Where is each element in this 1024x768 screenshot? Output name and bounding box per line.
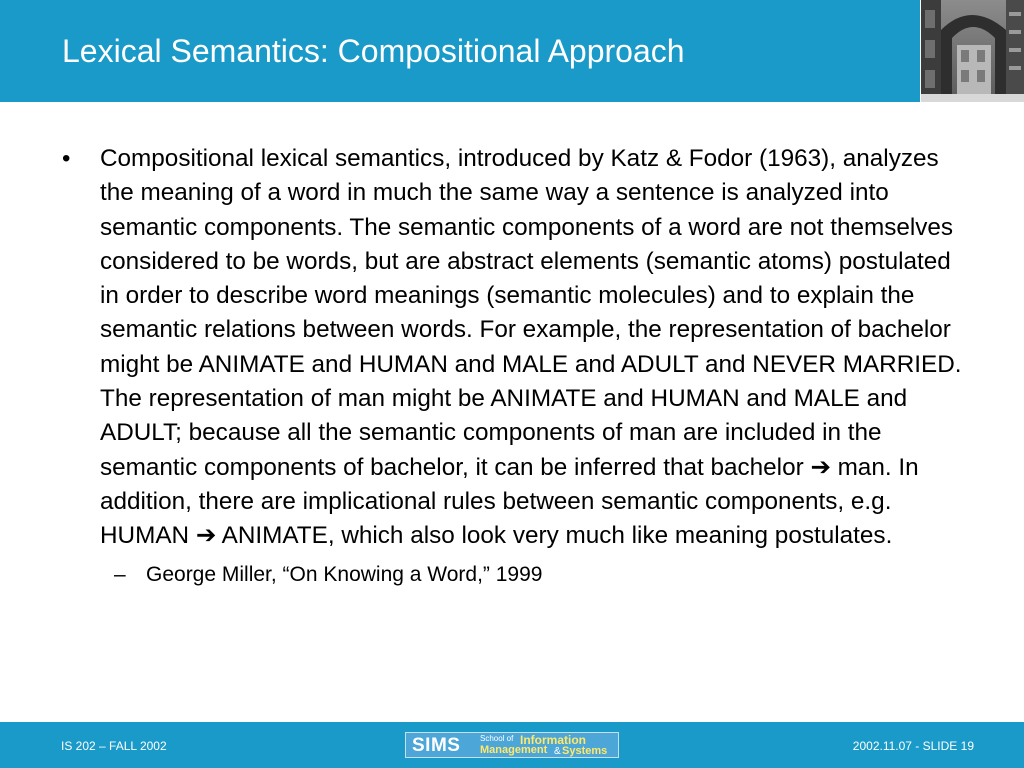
- logo-school-of: School of: [480, 734, 514, 743]
- citation-text: George Miller, “On Knowing a Word,” 1999: [146, 562, 543, 586]
- bullet-item: [62, 142, 967, 554]
- title-bar: [0, 0, 1024, 102]
- slide-number-label: 2002.11.07 - SLIDE 19: [852, 739, 974, 753]
- building-archway-photo: [920, 0, 1024, 102]
- paragraph-part-1: Compositional lexical semantics, introduced by Katz & Fodor (1963), analyzes the meaning of a word in much the same way a sentence is analyzed into semantic components. The semantic components of a word are not themselves considered to be words, but are abstract elements (semantic atoms) postulated in order to describe word meanings (semantic molecules) and to explain the semantic relations between words. For example, the representation of bachelor might be ANIMATE and HUMAN and MALE and ADULT and NEVER MARRIED. The representation of man might be ANIMATE and HUMAN and MALE and ADULT; because all the semantic components of man are included in the semantic components of bachelor, it can be inferred that bachelor: [100, 145, 962, 481]
- building-photo-graphic: [921, 0, 1024, 102]
- right-arrow-icon: ➔: [810, 453, 831, 481]
- bullet-marker: •: [62, 145, 71, 172]
- slide-title: Lexical Semantics: Compositional Approach: [62, 33, 685, 69]
- footer-bar: [0, 722, 1024, 768]
- slide-body: [62, 142, 967, 590]
- logo-information: Information: [520, 733, 586, 747]
- right-arrow-icon: ➔: [195, 522, 217, 550]
- logo-ampersand: &: [554, 746, 561, 757]
- logo-systems: Systems: [562, 745, 608, 757]
- sub-bullet-dash: –: [114, 562, 126, 586]
- course-label: IS 202 – FALL 2002: [61, 739, 167, 753]
- logo-management: Management: [480, 744, 548, 756]
- citation-item: [114, 560, 967, 590]
- paragraph-part-2: man. In addition, there are implicational rules between semantic components, e.g. HUMAN: [100, 453, 919, 550]
- sims-logo: [405, 732, 619, 758]
- paragraph-part-3: ANIMATE, which also look very much like meaning postulates.: [216, 522, 893, 550]
- bullet-text: [100, 142, 967, 554]
- logo-sims-text: SIMS: [412, 735, 461, 756]
